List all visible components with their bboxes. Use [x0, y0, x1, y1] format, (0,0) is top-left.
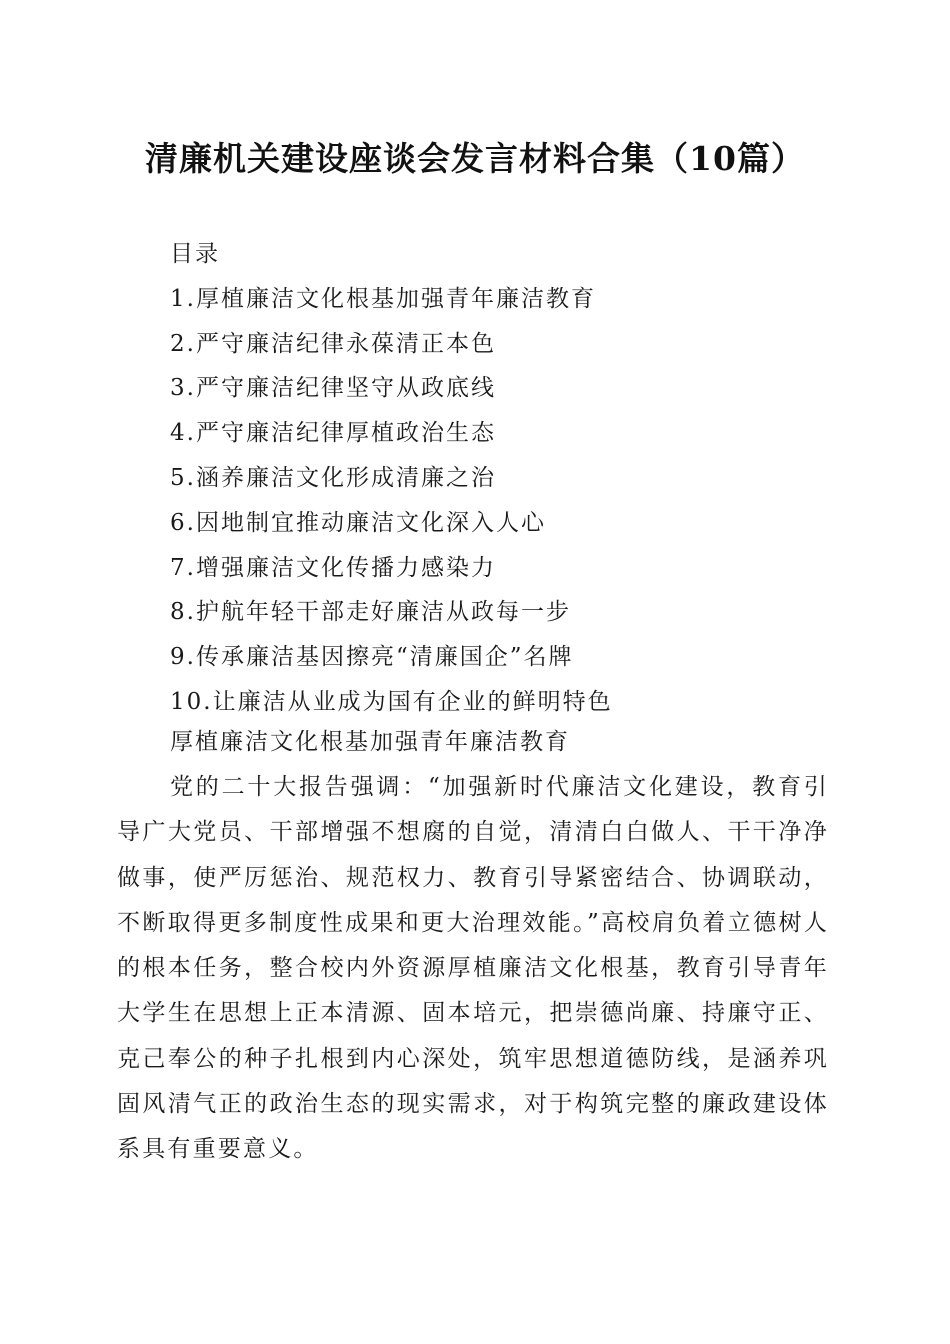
toc-heading: 目录 — [170, 241, 220, 267]
document-title: 清廉机关建设座谈会发言材料合集（10篇） — [145, 139, 805, 178]
toc-item: 6.因地制宜推动廉洁文化深入人心 — [170, 509, 546, 536]
toc-item: 8.护航年轻干部走好廉洁从政每一步 — [170, 599, 571, 626]
body-paragraph: 党的二十大报告强调：“加强新时代廉洁文化建设，教育引导广大党员、干部增强不想腐的自觉，清清白白做人、干干净净做事，使严厉惩治、规范权力、教育引导紧密结合、协调联动，不断取得更多制度性成果和更大治理效能。”高校肩负着立德树人的根本任务，整合校内外资源厚植廉洁文化根基，教育引导青年大学生在思想上正本清源、固本培元，把崇德尚廉、持廉守正、克己奉公的种子扎根到内心深处，筑牢思想道德防线，是涵养巩固风清气正的政治生态的现实需求，对于构筑完整的廉政建设体系具有重要意义。 — [117, 774, 829, 1163]
toc-item: 3.严守廉洁纪律坚守从政底线 — [170, 375, 496, 402]
toc-item: 5.涵养廉洁文化形成清廉之治 — [170, 464, 496, 491]
toc-item: 9.传承廉洁基因擦亮“清廉国企”名牌 — [170, 644, 574, 671]
table-of-contents — [170, 232, 850, 725]
toc-item: 2.严守廉洁纪律永葆清正本色 — [170, 330, 496, 357]
toc-item: 4.严守廉洁纪律厚植政治生态 — [170, 420, 496, 447]
toc-item: 7.增强廉洁文化传播力感染力 — [170, 554, 496, 581]
toc-item: 1.厚植廉洁文化根基加强青年廉洁教育 — [170, 285, 596, 312]
toc-item: 10.让廉洁从业成为国有企业的鲜明特色 — [170, 688, 613, 715]
section-title: 厚植廉洁文化根基加强青年廉洁教育 — [170, 729, 570, 755]
